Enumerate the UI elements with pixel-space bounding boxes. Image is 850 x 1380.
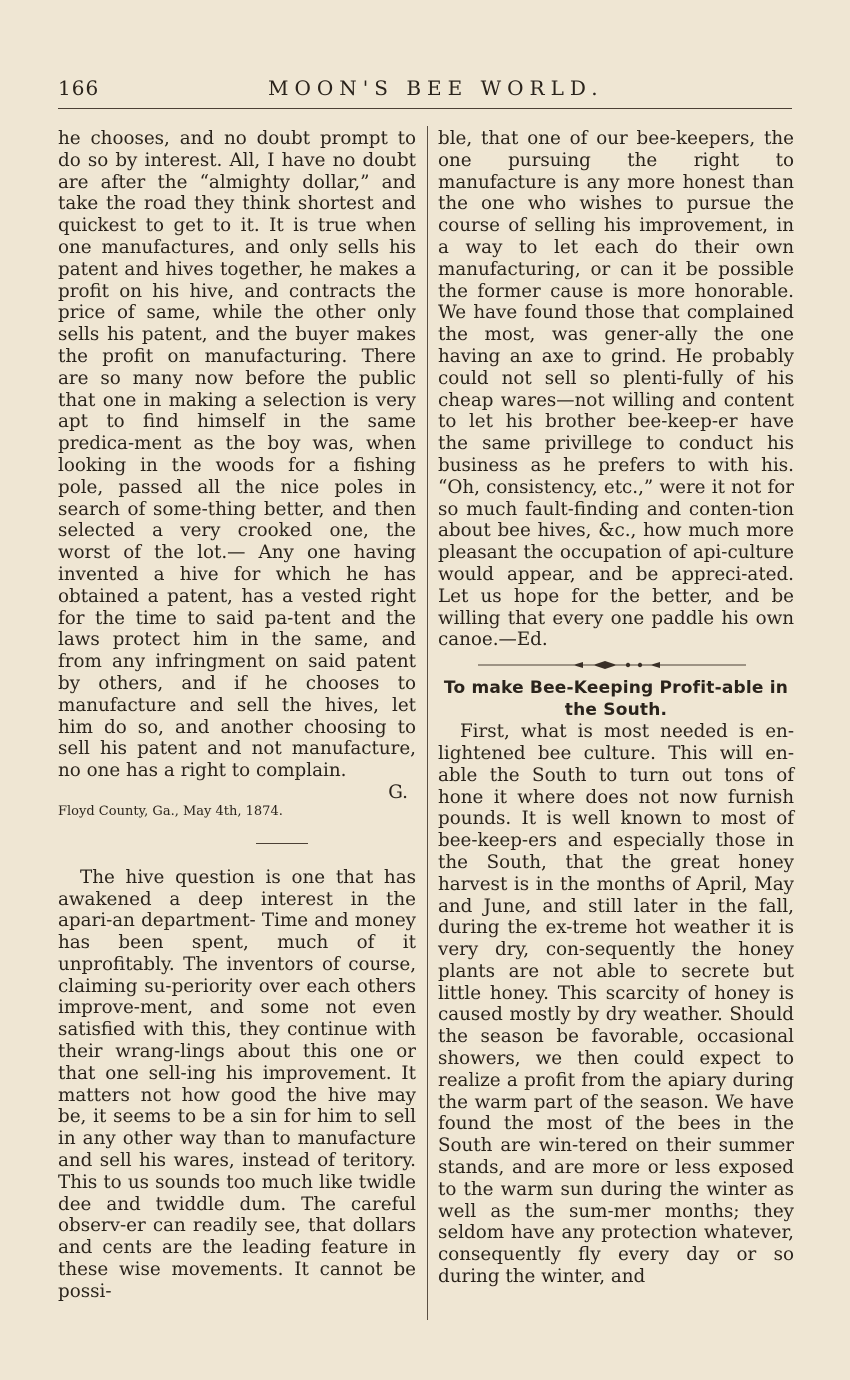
right-column <box>438 128 794 1288</box>
page-number: 166 <box>58 76 100 100</box>
column-divider <box>427 126 428 1320</box>
section-rule <box>256 843 308 844</box>
header-rule <box>58 108 792 109</box>
running-title: MOON'S BEE WORLD. <box>268 76 604 100</box>
right-paragraph-1: ble, that one of our bee-keepers, the one pursuing the right to manufacture is any more honest than the one who wishes to pursue the course of selling his improvement, in a way to let each do their own manufacturing, or can it be possible the former cause is more honorable. We have found those that complained the most, was gener-ally the one having an axe to grind. He probably could not sell so plenti-fully of his cheap wares—not willing and content to let his brother bee-keep-er have the same privillege to conduct his business as he prefers to with his. “Oh, consistency, etc.,” were it not for so much fault-finding and conten-tion about bee hives, &c., how much more pleasant the occupation of api-culture would appear, and be appreci-ated. Let us hope for the better, and be willing that every one paddle his own canoe.—Ed. <box>438 128 794 651</box>
page-header <box>58 76 792 102</box>
author-signature: G. <box>388 781 408 803</box>
left-paragraph-2: The hive question is one that has awakened a deep interest in the apari-an department- Time and money has been spent, much of it unprofitably. The inventors of course, claiming su-periority over each others improve-ment, and some not even satisfied with this, they continue with their wrang-lings about this one or that one sell-ing his improvement. It matters not how good the hive may be, it seems to be a sin for him to sell in any other way than to manufacture and sell his wares, instead of teritory. This to us sounds too much like twidle dee and twiddle dum. The careful observ-er can readily see, that dollars and cents are the leading feature in these wise movements. It cannot be possi- <box>58 866 416 1302</box>
right-paragraph-2: First, what is most needed is en-lightened bee culture. This will en-able the South to turn out tons of hone it where does not now furnish pounds. It is well known to most of bee-keep-ers and especially those in the South, that the great honey harvest is in the months of April, May and June, and still later in the fall, during the ex-treme hot weather it is very dry, con-sequently the honey plants are not able to secrete but little honey. This scarcity of honey is caused mostly by dry weather. Should the season be favorable, occasional showers, we then could expect to realize a profit from the apiary during the warm part of the season. We have found the most of the bees in the South are win-tered on their summer stands, and are more or less exposed to the warm sun during the winter as well as the sum-mer months; they seldom have any protection whatever, consequently fly every day or so during the winter, and <box>438 721 794 1288</box>
left-column <box>58 128 416 1303</box>
left-paragraph-1: he chooses, and no doubt prompt to do so by interest. All, I have no doubt are after the “almighty dollar,” and take the road they think shortest and quickest to get to it. It is true when one manufactures, and only sells his patent and hives together, he makes a profit on his hive, and contracts the price of same, while the other only sells his patent, and the buyer makes the profit on manufacturing. There are so many now before the public that one in making a selection is very apt to find himself in the same predica-ment as the boy was, when looking in the woods for a fishing pole, passed all the nice poles in search of some-thing better, and then selected a very crooked one, the worst of the lot.— Any one having invented a hive for which he has obtained a patent, has a vested right for the time to said pa-tent and the laws protect him in the same, and from any infringment on said patent by others, and if he chooses to manufacture and sell the hives, let him do so, and another choosing to sell his patent and not manufacture, no one has a right to complain. <box>58 128 416 782</box>
dateline: Floyd County, Ga., May 4th, 1874. <box>58 803 283 819</box>
article-title: To make Bee-Keeping Profit-able in the South. <box>443 678 789 721</box>
ornament-divider <box>478 659 748 671</box>
